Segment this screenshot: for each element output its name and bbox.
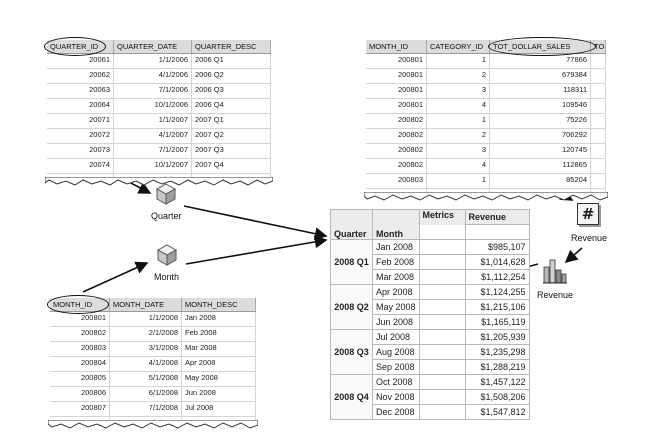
torn-edge: [48, 420, 258, 430]
table-row: [331, 375, 530, 390]
table-row: 200802 3 120745: [366, 144, 606, 159]
arrow-quarter-to-report: [184, 206, 326, 236]
cube-icon[interactable]: [156, 243, 178, 267]
revenue-cell: $1,508,206: [465, 390, 529, 405]
quarter-cell: 2008 Q2: [331, 285, 373, 330]
revenue-cell: $1,457,122: [465, 375, 529, 390]
table-row: 20062 4/1/2006 2006 Q2: [47, 69, 271, 84]
revenue-report-grid: [330, 209, 530, 420]
report-header-row: [331, 210, 530, 225]
torn-edge: [364, 192, 608, 202]
revenue-cell: $1,014,628: [465, 255, 529, 270]
table-row: 200802 2 706292: [366, 129, 606, 144]
quarter-column-header[interactable]: Quarter: [331, 210, 373, 240]
cube-icon[interactable]: [155, 182, 177, 206]
column-header[interactable]: QUARTER_DATE: [114, 40, 192, 53]
table-row: [331, 240, 530, 255]
table-row: 200802 2/1/2008 Feb 2008: [50, 327, 256, 342]
revenue-cell: $1,547,812: [465, 405, 529, 420]
quarter-cell: 2008 Q3: [331, 330, 373, 375]
month-cell: Sep 2008: [373, 360, 420, 375]
column-header[interactable]: TO: [591, 40, 606, 53]
table-row: 200801 4 109546: [366, 99, 606, 114]
table-row: 200801 3 118311: [366, 84, 606, 99]
table-row: 20073 7/1/2007 2007 Q3: [47, 144, 271, 159]
month-lookup-table: [50, 298, 256, 424]
table-row: 200801 2 679384: [366, 69, 606, 84]
table-row: 200801 1 77866: [366, 54, 606, 69]
month-cell: Aug 2008: [373, 345, 420, 360]
table-row: 200807 7/1/2008 Jul 2008: [50, 402, 256, 417]
month-cell: Jul 2008: [373, 330, 420, 345]
table-row: [331, 285, 530, 300]
month-cell: Nov 2008: [373, 390, 420, 405]
column-header[interactable]: MONTH_DESC: [182, 298, 256, 311]
table-row: 200802 1 75226: [366, 114, 606, 129]
month-cell: Jan 2008: [373, 240, 420, 255]
month-cell: Mar 2008: [373, 270, 420, 285]
table-row: 20063 7/1/2006 2006 Q3: [47, 84, 271, 99]
month-cell: Feb 2008: [373, 255, 420, 270]
arrow-month-to-report: [186, 240, 326, 264]
table-row: 20071 1/1/2007 2007 Q1: [47, 114, 271, 129]
column-header[interactable]: QUARTER_ID: [47, 40, 114, 53]
table-row: 20064 10/1/2006 2006 Q4: [47, 99, 271, 114]
sales-fact-table: [366, 40, 606, 196]
revenue-cell: $1,205,939: [465, 330, 529, 345]
month-cell: May 2008: [373, 300, 420, 315]
table-row: 200804 4/1/2008 Apr 2008: [50, 357, 256, 372]
revenue-fact-label: Revenue: [537, 290, 574, 300]
revenue-cell: $1,288,219: [465, 360, 529, 375]
column-header[interactable]: CATEGORY_ID: [427, 40, 490, 53]
column-header[interactable]: QUARTER_DESC: [192, 40, 271, 53]
table-row: 200803 1 85204: [366, 174, 606, 189]
quarter-attribute-label: Quarter: [151, 211, 182, 221]
table-row: 20072 4/1/2007 2007 Q2: [47, 129, 271, 144]
revenue-cell: $1,215,106: [465, 300, 529, 315]
quarter-lookup-table: [47, 40, 271, 181]
table-row: 200803 3/1/2008 Mar 2008: [50, 342, 256, 357]
month-cell: Dec 2008: [373, 405, 420, 420]
highlight-oval: [44, 37, 106, 56]
table-row: [331, 330, 530, 345]
highlight-oval: [488, 37, 596, 56]
month-cell: Oct 2008: [373, 375, 420, 390]
table-row: 20061 1/1/2006 2006 Q1: [47, 54, 271, 69]
month-cell: Jun 2008: [373, 315, 420, 330]
table-row: 200801 1/1/2008 Jan 2008: [50, 312, 256, 327]
revenue-metric-label: Revenue: [571, 233, 608, 243]
revenue-cell: $1,235,298: [465, 345, 529, 360]
table-row: 20074 10/1/2007 2007 Q4: [47, 159, 271, 174]
revenue-cell: $985,107: [465, 240, 529, 255]
column-header[interactable]: MONTH_ID: [366, 40, 427, 53]
table-row: 200806 6/1/2008 Jun 2008: [50, 387, 256, 402]
metrics-header[interactable]: Metrics: [419, 210, 465, 225]
month-cell: Apr 2008: [373, 285, 420, 300]
revenue-cell: $1,112,254: [465, 270, 529, 285]
table-row: 200802 4 112865: [366, 159, 606, 174]
fact-bar-chart-icon[interactable]: [542, 257, 568, 285]
column-header[interactable]: MONTH_DATE: [110, 298, 182, 311]
column-header[interactable]: TOT_DOLLAR_SALES: [490, 40, 591, 53]
table-row: 200805 5/1/2008 May 2008: [50, 372, 256, 387]
revenue-cell: $1,165,119: [465, 315, 529, 330]
highlight-oval: [47, 295, 109, 314]
column-header[interactable]: MONTH_ID: [50, 298, 110, 311]
month-column-header[interactable]: Month: [373, 210, 420, 240]
revenue-cell: $1,124,255: [465, 285, 529, 300]
revenue-column-header[interactable]: Revenue: [465, 210, 529, 225]
quarter-cell: 2008 Q1: [331, 240, 373, 285]
quarter-cell: 2008 Q4: [331, 375, 373, 420]
arrow-metric-to-fact: [566, 248, 582, 262]
month-attribute-label: Month: [154, 272, 180, 282]
arrow-month-table-to-month: [83, 263, 147, 292]
metric-hash-icon[interactable]: #: [577, 203, 599, 225]
